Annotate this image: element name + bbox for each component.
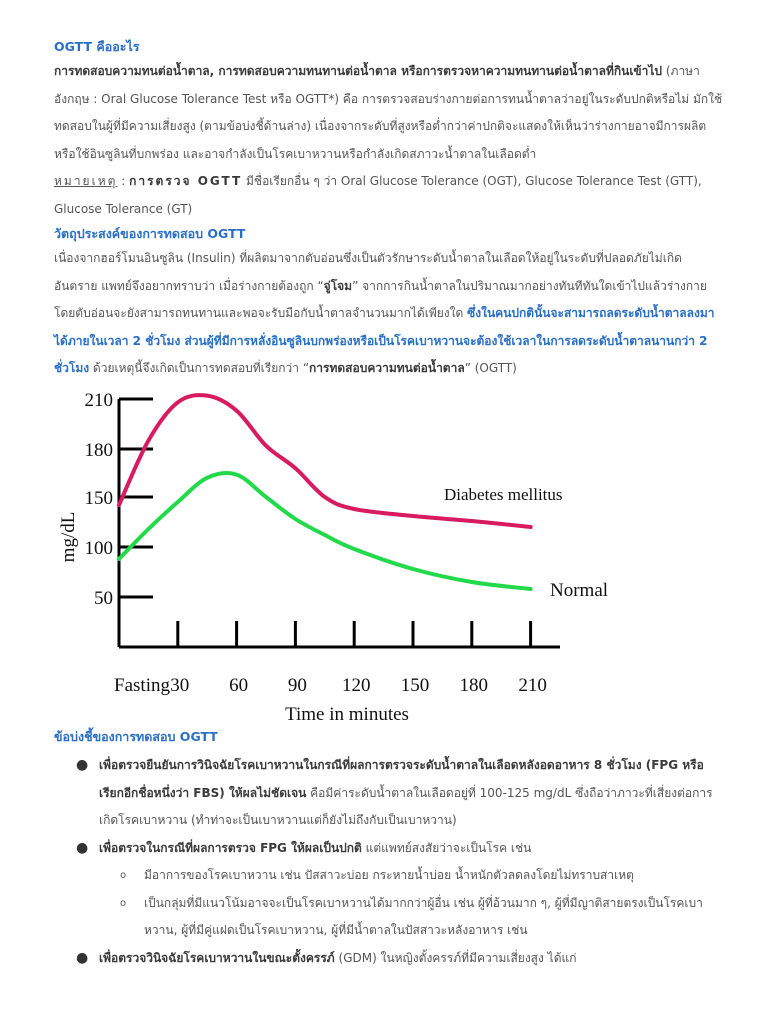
sub-list-item bbox=[54, 862, 724, 890]
note-text: มีชื่อเรียกอื่น ๆ ว่า Oral Glucose Tolerance (OGT), Glucose Tolerance Test (GTT), Glucose Tolerance (GT) bbox=[54, 174, 702, 216]
list-item bbox=[54, 945, 724, 973]
x-axis-label: Time in minutes bbox=[285, 704, 409, 725]
indication-1-bold: เพื่อตรวจยืนยันการวินิจฉัยโรคเบาหวานในกรณีที่ผลการตรวจระดับน้ำตาลในเลือดหลังอดอาหาร 8 ชั่วโมง (FPG หรือเรียกอีกชื่อหนึ่งว่า FBS) ให้ผลไม่ชัดเจน bbox=[99, 758, 704, 800]
x-tick-label: 210 bbox=[518, 675, 547, 696]
ogtt-note bbox=[54, 168, 724, 223]
legend-normal: Normal bbox=[550, 580, 609, 601]
sub-item-1-text: มีอาการของโรคเบาหวาน เช่น ปัสสาวะบ่อย กระหายน้ำบ่อย น้ำหนักตัวลดลงโดยไม่ทราบสาเหตุ bbox=[144, 868, 634, 882]
ogtt-definition bbox=[54, 58, 724, 168]
purpose-text-2: ” จากการกินน้ำตาลในปริมาณมากอย่างทันทีทันใดเข้าไปแล้วร่างกายโดยตับอ่อนจะยังสามารถทนทานและพอจะรับมือกับน้ำตาลจำนวนมากได้เพียงใด bbox=[54, 278, 707, 320]
list-item bbox=[54, 752, 724, 835]
sub-list-item bbox=[54, 890, 724, 945]
y-tick-label: 50 bbox=[94, 588, 113, 609]
purpose-paragraph bbox=[54, 245, 724, 383]
indication-2-text: แต่แพทย์สงสัยว่าจะเป็นโรค เช่น bbox=[361, 840, 532, 855]
indication-3-bold: เพื่อตรวจวินิจฉัยโรคเบาหวานในขณะตั้งครรภ์ bbox=[99, 950, 335, 965]
y-tick-label: 100 bbox=[84, 538, 113, 559]
purpose-highlight: ซึ่งในคนปกตินั้นจะสามารถลดระดับน้ำตาลลงมาได้ภายในเวลา 2 ชั่วโมง ส่วนผู้ที่มีการหลั่งอินซูลินบกพร่องหรือเป็นโรคเบาหวานจะต้องใช้เวลาในการลดระดับน้ำตาลนานกว่า 2 ชั่วโมง bbox=[54, 306, 715, 375]
circle-bullet-icon: o bbox=[120, 897, 127, 909]
x-ticks bbox=[114, 621, 547, 696]
y-tick-label: 180 bbox=[84, 440, 113, 461]
section-heading-indications: ข้อบ่งชี้ของการทดสอบ OGTT bbox=[54, 729, 218, 744]
sub-item-2-text: เป็นกลุ่มที่มีแนวโน้มอาจจะเป็นโรคเบาหวานได้มากกว่าผู้อื่น เช่น ผู้ที่อ้วนมาก ๆ, ผู้ที่มีญาติสายตรงเป็นโรคเบาหวาน, ผู้ที่มีคู่แฝดเป็นโรคเบาหวาน, ผู้ที่มีน้ำตาลในปัสสาวะหลังอาหาร เช่น bbox=[144, 895, 703, 937]
purpose-text-4: ” (OGTT) bbox=[464, 361, 517, 375]
y-axis-label: mg/dL bbox=[58, 511, 79, 563]
x-tick-label: 150 bbox=[400, 675, 430, 696]
purpose-text-3: ด้วยเหตุนี้จึงเกิดเป็นการทดสอบที่เรียกว่า “ bbox=[89, 361, 310, 375]
x-tick-label: 60 bbox=[229, 675, 249, 696]
bullet-icon: ● bbox=[76, 757, 89, 773]
indication-3-text: (GDM) ในหญิงตั้งครรภ์ที่มีความเสี่ยงสูง ได้แก่ bbox=[334, 950, 577, 965]
y-tick-label: 150 bbox=[84, 488, 113, 509]
note-separator: : bbox=[117, 174, 130, 188]
circle-bullet-icon: o bbox=[120, 870, 127, 881]
purpose-text-1: เนื่องจากฮอร์โมนอินซูลิน (Insulin) ที่ผลิตมาจากตับอ่อนซึ่งเป็นตัวรักษาระดับน้ำตาลในเลือดให้อยู่ในระดับที่ปลอดภัยไม่เกิดอันตราย แพทย์จึงอยากทราบว่า เมื่อร่างกายต้องถูก “ bbox=[54, 251, 682, 293]
x-tick-label: 30 bbox=[170, 675, 190, 696]
indication-2-bold: เพื่อตรวจในกรณีที่ผลการตรวจ FPG ให้ผลเป็นปกติ bbox=[99, 840, 362, 855]
x-tick-label: 120 bbox=[341, 675, 371, 696]
list-item bbox=[54, 835, 724, 863]
series-line-0 bbox=[119, 395, 531, 527]
legend-diabetes: Diabetes mellitus bbox=[444, 485, 563, 504]
indication-1-text: คือมีค่าระดับน้ำตาลในเลือดอยู่ที่ 100-125 mg/dL ซึ่งถือว่าภาวะที่เสี่ยงต่อการเกิดโรคเบาหวาน (ทำท่าจะเป็นเบาหวานแต่ก็ยังไม่ถึงกับเป็นเบาหวาน) bbox=[99, 785, 713, 827]
definition-text: (ภาษาอังกฤษ : Oral Glucose Tolerance Test หรือ OGTT*) คือ การตรวจสอบร่างกายต่อการทนน้ำตาลว่าอยู่ในระดับปกติหรือไม่ มักใช้ทดสอบในผู้ที่มีความเสี่ยงสูง (ตามข้อบ่งชี้ด้านล่าง) เนื่องจากระดับที่สูงหรือต่ำกว่าค่าปกติจะแสดงให้เห็นว่าร่างกายอาจมีการผลิตหรือใช้อินซูลินที่บกพร่อง และอาจกำลังเป็นโรคเบาหวานหรือกำลังเกิดสภาวะน้ำตาลในเลือดต่ำ bbox=[54, 64, 723, 161]
purpose-bold-1: จู่โจม bbox=[323, 278, 353, 293]
note-bold: การตรวจ OGTT bbox=[129, 174, 243, 188]
x-tick-label: Fasting bbox=[114, 675, 170, 696]
note-label: หมายเหตุ bbox=[54, 174, 118, 188]
x-tick-label: 90 bbox=[287, 675, 307, 696]
section-heading-purpose: วัตถุประสงค์ของการทดสอบ OGTT bbox=[54, 226, 246, 241]
x-tick-label: 180 bbox=[459, 675, 489, 696]
bullet-icon: ● bbox=[76, 949, 89, 966]
section-heading-ogtt: OGTT คืออะไร bbox=[54, 39, 140, 54]
y-tick-label: 210 bbox=[84, 390, 113, 411]
indications-section bbox=[54, 726, 724, 972]
purpose-bold-2: การทดสอบความทนต่อน้ำตาล bbox=[309, 361, 465, 375]
article-body bbox=[54, 36, 724, 383]
ogtt-curve-chart bbox=[58, 387, 609, 727]
definition-bold: การทดสอบความทนต่อน้ำตาล, การทดสอบความทนทานต่อน้ำตาล หรือการตรวจหาความทนทานต่อน้ำตาลที่กินเข้าไป bbox=[54, 64, 663, 78]
bullet-icon: ● bbox=[76, 839, 89, 856]
